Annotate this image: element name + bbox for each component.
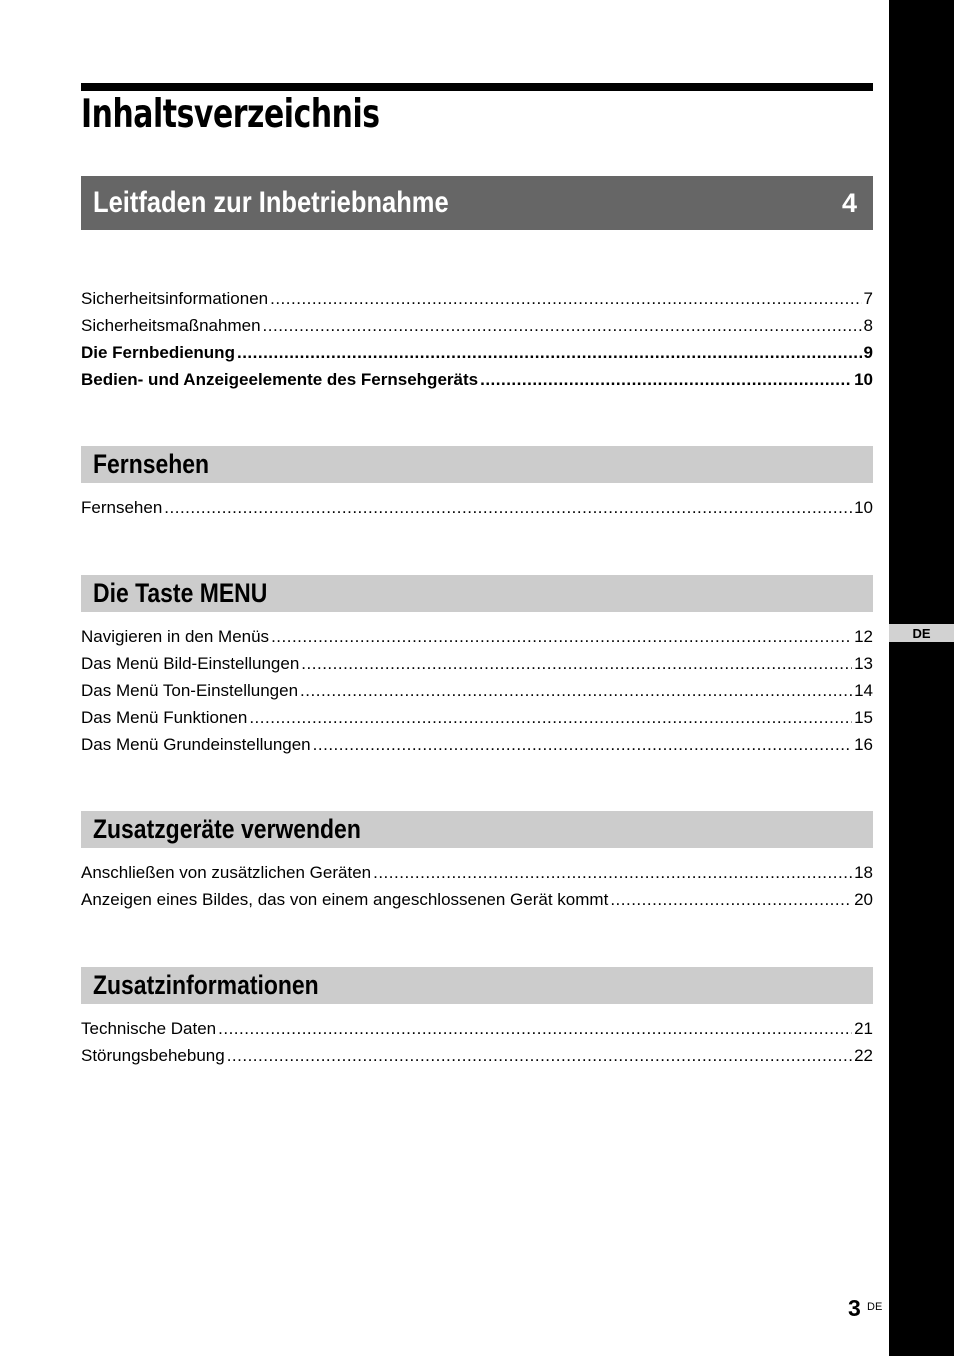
section-toc-list — [81, 494, 873, 521]
toc-entry-page: 13 — [854, 654, 873, 673]
toc-leader — [480, 366, 852, 393]
toc-entry-label: Bedien- und Anzeigeelemente des Fernsehgeräts — [81, 370, 479, 389]
toc-entry-label: Fernsehen — [81, 498, 163, 517]
toc-entry-page: 8 — [863, 316, 873, 335]
section-title: Zusatzgeräte verwenden — [93, 814, 361, 844]
section-title: Fernsehen — [93, 449, 210, 479]
side-bar — [889, 0, 954, 1356]
toc-entry-page: 21 — [854, 1019, 873, 1038]
toc-entry-page: 15 — [854, 708, 873, 727]
toc-entry-label: Die Fernbedienung — [81, 343, 235, 362]
title-rule — [81, 83, 873, 91]
toc-entry-label: Sicherheitsinformationen — [81, 289, 269, 308]
toc-entry[interactable] — [81, 1042, 873, 1069]
section-title: Zusatzinformationen — [93, 970, 319, 1000]
toc-leader — [270, 285, 861, 312]
toc-entry-page: 16 — [854, 735, 873, 754]
toc-entry-page: 12 — [854, 627, 873, 646]
section-title: Die Taste MENU — [93, 578, 268, 608]
toc-entry-page: 7 — [863, 289, 873, 308]
toc-entry[interactable] — [81, 623, 873, 650]
language-tab: DE — [889, 624, 954, 642]
toc-entry[interactable] — [81, 704, 873, 731]
main-section-banner — [81, 176, 873, 230]
toc-leader — [249, 704, 852, 731]
toc-entry-page: 10 — [854, 370, 873, 389]
toc-entry-label: Sicherheitsmaßnahmen — [81, 316, 261, 335]
toc-entry-label: Anzeigen eines Bildes, das von einem angeschlossenen Gerät kommt — [81, 890, 609, 909]
section-header-zusatzgeraete — [81, 811, 873, 848]
toc-entry[interactable] — [81, 366, 873, 393]
toc-entry[interactable] — [81, 677, 873, 704]
toc-leader — [610, 886, 852, 913]
page-number: 3 — [848, 1295, 861, 1321]
toc-entry-label: Das Menü Ton-Einstellungen — [81, 681, 299, 700]
toc-leader — [218, 1015, 852, 1042]
toc-entry[interactable] — [81, 285, 873, 312]
toc-entry-page: 10 — [854, 498, 873, 517]
page-language-code: DE — [867, 1301, 883, 1313]
toc-leader — [313, 731, 852, 758]
section-toc-list — [81, 859, 873, 913]
section-toc-list — [81, 1015, 873, 1069]
toc-leader — [237, 339, 862, 366]
intro-toc-list — [81, 285, 873, 393]
toc-entry[interactable] — [81, 1015, 873, 1042]
section-toc-list — [81, 623, 873, 758]
section-header-menu — [81, 575, 873, 612]
toc-entry-label: Das Menü Grundeinstellungen — [81, 735, 311, 754]
toc-entry[interactable] — [81, 339, 873, 366]
toc-entry-label: Navigieren in den Menüs — [81, 627, 270, 646]
toc-entry-label: Das Menü Bild-Einstellungen — [81, 654, 300, 673]
toc-entry[interactable] — [81, 731, 873, 758]
main-section-page: 4 — [841, 187, 857, 218]
toc-leader — [373, 859, 852, 886]
toc-entry-label: Störungsbehebung — [81, 1046, 225, 1065]
toc-leader — [227, 1042, 852, 1069]
toc-entry[interactable] — [81, 886, 873, 913]
toc-entry-page: 18 — [854, 863, 873, 882]
toc-entry[interactable] — [81, 494, 873, 521]
toc-entry[interactable] — [81, 859, 873, 886]
toc-entry-label: Das Menü Funktionen — [81, 708, 248, 727]
toc-leader — [271, 623, 852, 650]
main-section-title: Leitfaden zur Inbetriebnahme — [93, 186, 449, 219]
toc-entry-label: Technische Daten — [81, 1019, 217, 1038]
toc-entry-page: 9 — [863, 343, 873, 362]
toc-leader — [300, 677, 852, 704]
toc-entry-label: Anschließen von zusätzlichen Geräten — [81, 863, 372, 882]
toc-leader — [263, 312, 862, 339]
toc-leader — [164, 494, 852, 521]
section-header-zusatzinformationen — [81, 967, 873, 1004]
toc-entry[interactable] — [81, 312, 873, 339]
toc-entry-page: 22 — [854, 1046, 873, 1065]
toc-entry-page: 14 — [854, 681, 873, 700]
section-header-fernsehen — [81, 446, 873, 483]
page-title: Inhaltsverzeichnis — [81, 92, 380, 137]
toc-entry-page: 20 — [854, 890, 873, 909]
toc-leader — [301, 650, 852, 677]
toc-entry[interactable] — [81, 650, 873, 677]
